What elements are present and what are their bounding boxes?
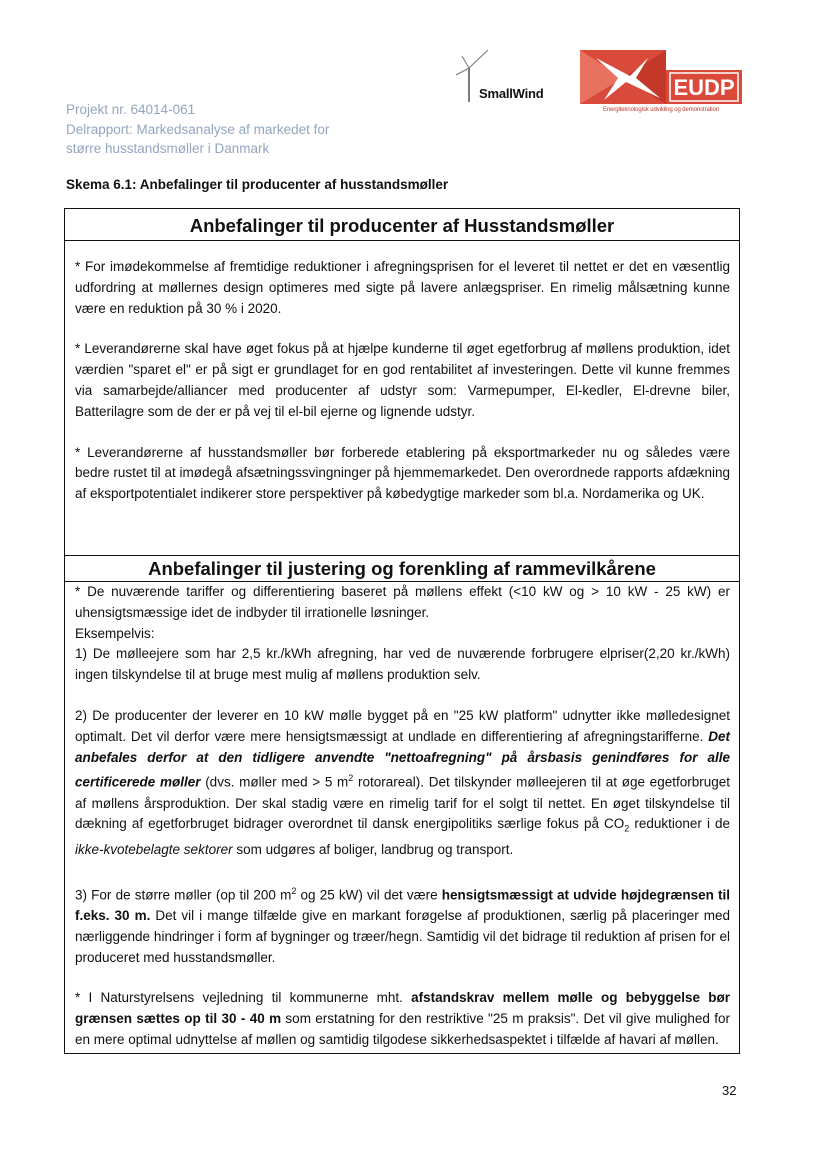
- item3-text-b: og 25 kW) vil det være: [296, 887, 442, 903]
- item2-emphasis: Det anbefales derfor at den tidligere anvendte "nettoafregning" på årsbasis genindføres for alle certificerede møller: [75, 728, 730, 790]
- section1-title: Anbefalinger til producenter af Husstandsmøller: [65, 209, 739, 241]
- eudp-logo-mark: [578, 48, 744, 106]
- table-caption: Skema 6.1: Anbefalinger til producenter af husstandsmøller: [66, 177, 449, 192]
- item3-text-d: Det vil i mange tilfælde give en markant forøgelse af produktionen, særlig på placeringer med nærliggende hindringer i form af bygninger og træer/hegn. Samtidig vil det bidrage til reduktion af prisen for el produceret med husstandsmøller.: [75, 908, 730, 965]
- section2-title: Anbefalinger til justering og forenkling af rammevilkårene: [65, 555, 739, 582]
- item3-superscript: 2: [291, 885, 297, 896]
- smallwind-logo-text: SmallWind: [479, 86, 544, 101]
- item2-superscript: 2: [348, 773, 354, 784]
- section2-body: [65, 582, 739, 1051]
- item3-emphasis: hensigtsmæssigt at udvide højdegrænsen til f.eks. 30 m.: [75, 887, 730, 924]
- item2-text-e: reduktioner i de: [629, 816, 731, 832]
- section2-item-3: [75, 881, 730, 969]
- eudp-logo-text: EUDP: [673, 75, 735, 100]
- report-title-line2: større husstandsmøller i Danmark: [66, 141, 270, 156]
- section1-paragraph-3: * Leverandørerne af husstandsmøller bør forberede etablering på eksportmarkeder nu og således være bedre rustet til at imødegå afsætningssvingninger på hjemmemarkedet. Den overordnede rapports afdækning af eksportpotentialet indikerer store perspektiver på købedygtige markeder som bl.a. Nordamerika og UK.: [75, 444, 730, 502]
- section1-paragraph-2: * Leverandørerne skal have øget fokus på at hjælpe kunderne til øget egetforbrug af møllens produktion, idet værdien "sparet el" er på sigt er grundlaget for en god rentabilitet af investeringen. Dette vil kunne fremmes via samarbejde/alliancer med producenter af udstyr som: Varmepumper, El-kedler, El-drevne biler, Batterilagre som de der er på vej til el-bil ejerne og lignende udstyr.: [75, 341, 730, 419]
- item2-text-d: rotorareal). Det tilskynder mølleejeren til at øge egetforbruget af møllens årsproduktion. Der skal stadig være en rimelig tarif for el solgt til nettet. En øget tilskyndelse til dækning af egetforbruget bidrager overordnet til dansk energipolitiks særlige fokus på CO: [75, 774, 730, 832]
- item4-text-c: som erstatning for den restriktive "25 m praksis". Det vil give mulighed for en mere optimal udnyttelse af møllen og samtidig tilgodese sikkerhedsaspektet i tilfælde af havari af møllen.: [75, 1011, 730, 1048]
- project-meta: [66, 100, 329, 159]
- section1-body: [65, 241, 739, 555]
- item2-text-c: (dvs. møller med > 5 m: [200, 774, 349, 790]
- eudp-logo: [578, 48, 744, 120]
- item4-emphasis: afstandskrav mellem mølle og bebyggelse bør grænsen sættes op til 30 - 40 m: [75, 990, 730, 1027]
- section2-intro: * De nuværende tariffer og differentiering baseret på møllens effekt (<10 kW og > 10 kW - 25 kW) er uhensigtsmæssige idet de indbyder til irrationelle løsninger.: [75, 584, 730, 620]
- section2-item-2: [75, 706, 730, 861]
- item2-subscript: 2: [624, 824, 630, 835]
- section2-item-1: 1) De mølleejere som har 2,5 kr./kWh afregning, har ved de nuværende forbrugere elpriser(2,20 kr./kWh) ingen tilskyndelse til at bruge mest mulig af møllens produktion selv.: [75, 646, 730, 683]
- item4-text-a: * I Naturstyrelsens vejledning til kommunerne mht.: [75, 990, 412, 1006]
- section2-item-4: [75, 988, 730, 1050]
- eudp-logo-caption: Energiteknologisk udvikling og demonstration: [602, 107, 719, 113]
- section1-paragraph-1: * For imødekommelse af fremtidige reduktioner i afregningsprisen for el leveret til nettet er det en væsentlig udfordring at møllernes design optimeres med sigte på lavere anlægspriser. En rimelig målsætning kunne være en reduktion på 30 % i 2020.: [75, 259, 730, 316]
- smallwind-logo: [452, 48, 562, 110]
- project-number: Projekt nr. 64014-061: [66, 102, 196, 117]
- item2-italic: ikke-kvotebelagte sektorer: [75, 841, 233, 857]
- section2-example-label: Eksempelvis:: [75, 625, 155, 641]
- item2-text-g: som udgøres af boliger, landbrug og transport.: [232, 841, 514, 857]
- page-number: 32: [722, 1083, 737, 1098]
- item2-text-a: 2) De producenter der leverer en 10 kW mølle bygget på en "25 kW platform" udnytter ikke mølledesignet optimalt. Det vil derfor være mere hensigtsmæssigt at undlade en differentiering af afregningstarifferne.: [75, 707, 730, 744]
- recommendations-table: [64, 208, 740, 1054]
- report-title-line1: Delrapport: Markedsanalyse af markedet for: [66, 121, 330, 137]
- item3-text-a: 3) For de større møller (op til 200 m: [75, 887, 292, 903]
